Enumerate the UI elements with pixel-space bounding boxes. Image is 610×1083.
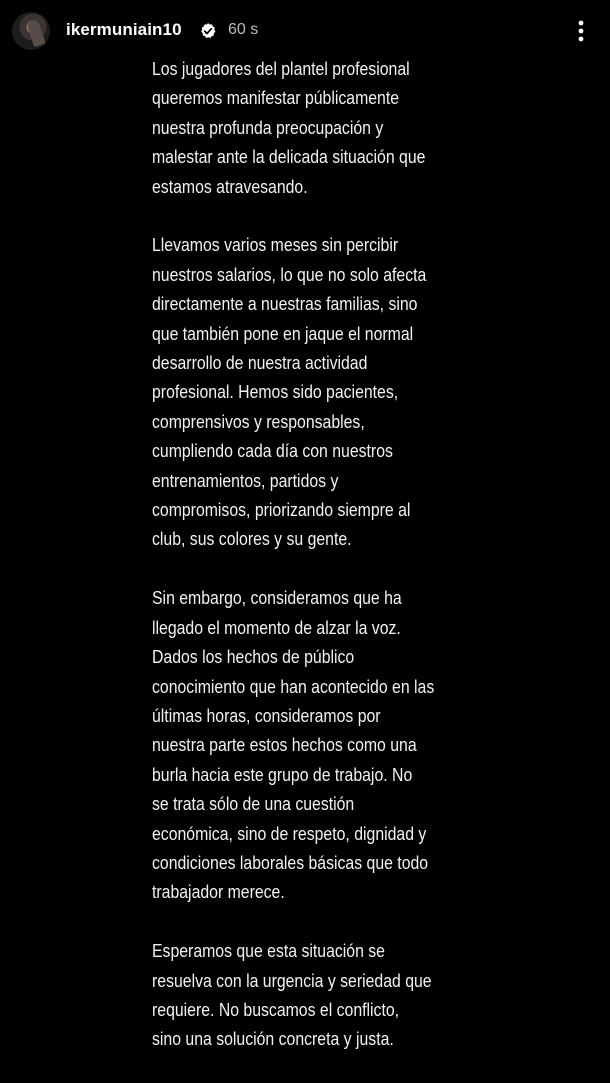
story-line: últimas horas, consideramos por	[152, 704, 381, 726]
story-line: nuestra parte estos hechos como una	[152, 734, 417, 756]
story-line: requiere. No buscamos el conflicto,	[152, 998, 400, 1020]
more-vertical-icon[interactable]	[570, 17, 592, 45]
story-line: Esperamos que esta situación se	[152, 940, 385, 962]
story-header	[0, 0, 610, 62]
story-line: compromisos, priorizando siempre al	[152, 499, 411, 521]
story-line: sino una solución concreta y justa.	[152, 1028, 394, 1050]
story-line: trabajador merece.	[152, 881, 285, 903]
story-line: estamos atravesando.	[152, 175, 308, 197]
story-line: económica, sino de respeto, dignidad y	[152, 822, 427, 844]
story-line: que también pone en jaque el normal	[152, 322, 414, 344]
story-line: club, sus colores y su gente.	[152, 528, 352, 550]
story-paragraph	[152, 54, 496, 201]
story-line: queremos manifestar públicamente	[152, 87, 400, 109]
avatar-figure	[26, 19, 45, 47]
story-line: Llevamos varios meses sin percibir	[152, 234, 399, 256]
story-line: directamente a nuestras familias, sino	[152, 293, 418, 315]
story-paragraph	[152, 230, 496, 553]
story-line: cumpliendo cada día con nuestros	[152, 440, 393, 462]
story-line: conocimiento que han acontecido en las	[152, 675, 435, 697]
story-line: condiciones laborales básicas que todo	[152, 851, 429, 873]
verified-badge-icon	[199, 22, 217, 40]
story-line: Los jugadores del plantel profesional	[152, 58, 410, 79]
story-line: Sin embargo, consideramos que ha	[152, 587, 402, 609]
story-line: resuelva con la urgencia y seriedad que	[152, 969, 432, 991]
story-line: llegado el momento de alzar la voz.	[152, 616, 401, 638]
story-line: desarrollo de nuestra actividad	[152, 352, 368, 374]
story-line: se trata sólo de una cuestión	[152, 793, 355, 815]
story-paragraph	[152, 583, 496, 906]
story-line: nuestra profunda preocupación y	[152, 116, 384, 138]
story-line: malestar ante la delicada situación que	[152, 146, 426, 168]
story-line: Dados los hechos de público	[152, 646, 355, 668]
username[interactable]: ikermuniain10	[66, 20, 182, 39]
avatar[interactable]	[12, 12, 50, 50]
story-paragraph	[152, 936, 496, 1054]
story-line: entrenamientos, partidos y	[152, 469, 339, 491]
story-line: comprensivos y responsables,	[152, 410, 365, 432]
story-line: nuestros salarios, lo que no solo afecta	[152, 263, 427, 285]
story-line: burla hacia este grupo de trabajo. No	[152, 763, 413, 785]
story-text	[152, 54, 496, 1083]
story-line: profesional. Hemos sido pacientes,	[152, 381, 399, 403]
post-time: 60 s	[228, 21, 259, 38]
